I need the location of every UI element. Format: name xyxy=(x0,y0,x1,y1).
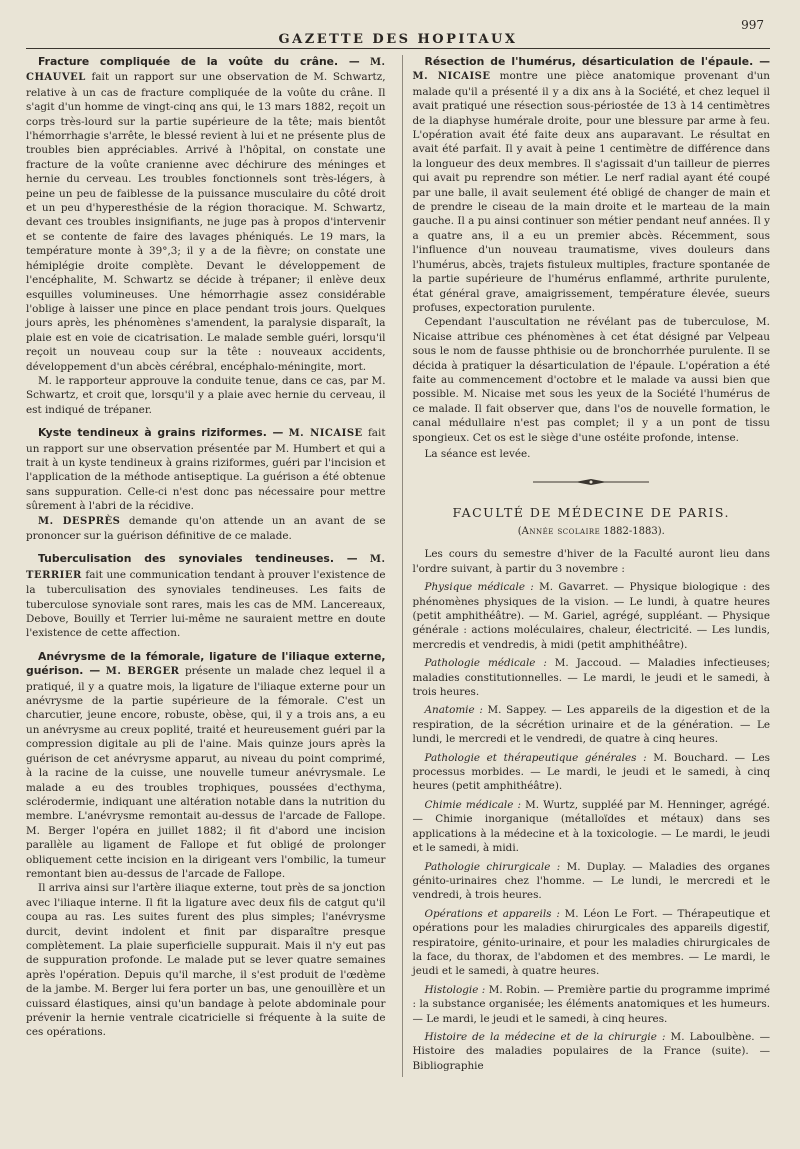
section-subtitle: (Année scolaire 1882-1883). xyxy=(517,526,665,538)
course-entry xyxy=(413,751,771,794)
course-entry xyxy=(413,703,771,746)
article-heading: Anévrysme de la fémorale, ligature de l'iliaque externe, guérison. — xyxy=(26,649,386,678)
section-title: FACULTÉ DE MÉDECINE DE PARIS. xyxy=(452,505,730,521)
course-details: M. Laboulbène. — Histoire des maladies populaires de la France (suite). — Bibliographie xyxy=(412,1030,770,1072)
article-heading: Tuberculisation des synoviales tendineuses. — xyxy=(38,552,358,566)
section-intro: Les cours du semestre d'hiver de la Faculté auront lieu dans l'ordre suivant, à partir du 3 novembre : xyxy=(412,548,770,575)
course-name: Histologie : xyxy=(424,983,486,996)
ornament-rule-icon xyxy=(531,477,651,487)
article-fracture xyxy=(26,55,386,417)
course-name: Pathologie et thérapeutique générales : xyxy=(424,751,647,764)
course-entry xyxy=(413,983,771,1026)
course-entry xyxy=(413,656,771,699)
article-kyste xyxy=(26,426,386,543)
article-tuberculisation xyxy=(26,552,386,640)
article-author: M. NICAISE xyxy=(288,428,363,440)
article-heading: Fracture compliquée de la voûte du crâne. — xyxy=(38,55,360,68)
course-name: Chimie médicale : xyxy=(424,798,521,811)
article-text: fait un rapport sur une observation de M. Schwartz, relative à un cas de fracture compliquée de la voûte du crâne. Il s'agit d'un homme de vingt-cinq ans qui, le 13 mars 1882, reçoit un corps très-lourd sur la partie supérieure de la tête; mais bientôt l'hémorrhagie s'arrête, le blessé revient à lui et ne présente plus de troubles bien appréciables. Arrivé à l'hôpital, on constate une fracture de la voûte cranienne avec déchirure des méninges et hernie du cerveau. Les troubles fonctionnels sont très-légers, à peine un peu de faiblesse de la puissance musculaire du côté droit et un peu d'hyperesthésie de la région thoracique. M. Schwartz, devant ces troubles insignifiants, ne juge pas à propos d'intervenir et se contente de faire des lavages phéniqués. Le 19 mars, la température monte à 39°,3; il y a de la fièvre; on constate une hémiplégie droite complète. Devant le développement de l'encéphalite, M. Schwartz se décide à trépaner; il enlève deux esquilles volumineuses. Une hémorrhagie assez considérable l'oblige à laisser une pince en place pendant trois jours. Quelques jours après, les phénomènes s'amendent, la paralysie disparaît, la plaie est en voie de cicatrisation. Le malade semble guéri, lorsqu'il reçoit un nouveau coup sur la tête : nouveaux accidents, développement d'un abcès cérébral, encéphalo-méningite, mort. xyxy=(26,71,386,373)
session-closing: La séance est levée. xyxy=(424,447,531,460)
course-details: M. Wurtz, suppléé par M. Henninger, agrégé. — Chimie inorganique (métalloïdes et métaux) dans ses applications à la médecine et à la toxicologie. — Le mardi, le jeudi et le samedi, à midi. xyxy=(412,798,770,855)
article-author: M. CHAUVEL xyxy=(26,57,386,84)
page-number: 997 xyxy=(741,18,764,32)
faculte-section xyxy=(413,505,771,1073)
course-name: Opérations et appareils : xyxy=(424,907,560,920)
course-details: M. Léon Le Fort. — Thérapeutique et opérations pour les maladies chirurgicales des appareils digestif, respiratoire, génito-urinaire, et pour les maladies chirurgicales de la face, du thorax, de l'abdomen et des membres. — Le mardi, le jeudi et le samedi, à quatre heures. xyxy=(412,907,770,978)
course-entry xyxy=(413,860,771,903)
article-anevrysme xyxy=(26,650,386,1040)
article-author: M. DESPRÈS xyxy=(38,515,121,527)
article-author: M. TERRIER xyxy=(26,554,386,581)
right-column xyxy=(402,55,771,1077)
article-text: fait un rapport sur une observation présentée par M. Humbert et qui a trait à un kyste tendineux à grains riziformes, guéri par l'incision et l'application de la méthode antiseptique. La guérison a été obtenue sans suppuration. Celle-ci n'est donc pas nécessaire pour mettre sûrement à l'abri de la récidive. xyxy=(26,427,386,513)
article-heading: Résection de l'humérus, désarticulation de l'épaule. — xyxy=(424,55,770,68)
course-details: M. Duplay. — Maladies des organes génito-urinaires chez l'homme. — Le lundi, le mercredi et le vendredi, à trois heures. xyxy=(412,860,770,902)
course-name: Anatomie : xyxy=(424,704,483,717)
course-details: M. Gavarret. — Physique biologique : des phénomènes physiques de la vision. — Le lundi, à quatre heures (petit amphithéâtre). — M. Gariel, agrégé, suppléant. — Physique générale : actions moléculaires, chaleur, électricité. — Les lundis, mercredis et vendredis, à midi (petit amphithéâtre). xyxy=(412,581,770,651)
course-entry xyxy=(413,798,771,856)
course-name: Histoire de la médecine et de la chirurgie : xyxy=(424,1030,666,1043)
course-details: M. Robin. — Première partie du programme imprimé : la substance organisée; les éléments anatomiques et les humeurs. — Le mardi, le jeudi et le samedi, à cinq heures. xyxy=(412,983,771,1025)
course-details: M. Jaccoud. — Maladies infectieuses; maladies constitutionnelles. — Le mardi, le jeudi et le samedi, à trois heures. xyxy=(412,657,770,699)
course-name: Pathologie chirurgicale : xyxy=(424,860,561,873)
course-details: M. Sappey. — Les appareils de la digestion et de la respiration, de la sécrétion urinaire et de la génération. — Le lundi, le mercredi et le vendredi, de quatre à cinq heures. xyxy=(412,704,771,746)
course-name: Pathologie médicale : xyxy=(424,657,547,670)
course-name: Physique médicale : xyxy=(424,581,534,594)
course-entry xyxy=(413,1030,771,1073)
article-text: fait une communication tendant à prouver l'existence de la tuberculisation des synoviales tendineuses. Les faits de tuberculose synoviale sont rares, mais les cas de MM. Lancereaux, Debove, Bouilly et Terrier lui-même ne sauraient mettre en doute l'existence de cette affection. xyxy=(26,568,386,640)
article-author: M. BERGER xyxy=(105,666,180,678)
article-text-continued: Il arriva ainsi sur l'artère iliaque externe, tout près de sa jonction avec l'iliaque interne. Il fit la ligature avec deux fils de catgut qu'il coupa au ras. Les suites furent des plus simples; l'anévrysme durcit, devint indolent et finit par disparaître presque complètement. La plaie superficielle suppurait. Mais il n'y eut pas de suppuration profonde. Le malade put se lever quatre semaines après l'opération. Depuis qu'il marche, il s'est produit de l'œdème de la jambe. M. Berger lui fera porter un bas, une genouillère et un cuissard élastiques, ainsi qu'un bandage à pelote abdominale pour prévenir la hernie ventrale cicatricielle si fréquente à la suite de ces opérations. xyxy=(26,882,386,1039)
page-header xyxy=(26,14,770,49)
article-heading: Kyste tendineux à grains riziformes. — xyxy=(38,426,284,440)
article-text: présente un malade chez lequel il a pratiqué, il y a quatre mois, la ligature de l'iliaque externe pour un anévrysme de la partie supérieure de la fémorale. C'est un charcutier, jeune encore, robuste, obèse, qui, il y a trois ans, a eu un anévrysme au creux poplité, traité et heureusement guéri par la compression digitale au pli de l'aine. Mais quinze jours après la guérison de cet anévrysme apparut, au niveau du point comprimé, à la racine de la cuisse, une nouvelle tumeur anévrysmale. Le malade a eu des troubles trophiques, poussées d'ecthyma, sclérodermie, indiquant une altération notable dans la nutrition du membre. L'anévrysme remontait au-dessus de l'arcade de Fallope. M. Berger l'opéra en juillet 1882; il fit d'abord une incision parallèle au ligament de Fallope et fut obligé de prolonger obliquement cette incision en la dirigeant vers l'ombilic, la tumeur remontant bien au-dessus de l'arcade de Fallope. xyxy=(26,665,386,880)
course-details: M. Bouchard. — Les processus morbides. — Le mardi, le jeudi et le samedi, à cinq heures (petit amphithéâtre). xyxy=(412,751,770,793)
article-text-continued: Cependant l'auscultation ne révélant pas de tuberculose, M. Nicaise attribue ces phénomènes à cet état désigné par Velpeau sous le nom de fausse phthisie ou de bronchorrhée purulente. Il se décida à pratiquer la désarticulation de l'épaule. L'opération a été faite au commencement d'octobre et le malade va aussi bien que possible. M. Nicaise met sous les yeux de la Société l'humérus de ce malade. Il fait observer que, dans l'os de nouvelle formation, le canal médullaire n'est pas complet; il y a un pont de tissu spongieux. Cet os est le siège d'une ostéite profonde, intense. xyxy=(412,316,770,444)
course-entry xyxy=(413,580,771,652)
article-author: M. NICAISE xyxy=(412,71,491,83)
course-entry xyxy=(413,907,771,979)
section-divider xyxy=(413,477,771,487)
article-text: montre une pièce anatomique provenant d'un malade qu'il a présenté il y a dix ans à la Société, et chez lequel il avait pratiqué une résection sous-périostée de 13 à 14 centimètres de la diaphyse humérale droite, pour une blessure par arme à feu. L'opération avait été faite deux ans auparavant. Le résultat en avait été parfait. Il y avait à peine 1 centimètre de différence dans la longueur des deux membres. Il s'agissait d'un tailleur de pierres qui avait pu reprendre son métier. Le nerf radial ayant été coupé par une balle, il avait seulement été obligé de changer de main et de prendre le ciseau de la main droite et le marteau de la main gauche. Il a pu ainsi continuer son métier pendant neuf années. Il y a quatre ans, il a eu un premier abcès. Récemment, sous l'influence d'un nouveau traumatisme, vives douleurs dans l'humérus, abcès, trajets fistuleux multiples, fracture spontanée de la partie supérieure de l'humérus enflammé, arthrite purulente, état général grave, amaigrissement, température élevée, sueurs profuses, expectoration purulente. xyxy=(412,70,770,314)
journal-title: GAZETTE DES HOPITAUX xyxy=(278,32,518,47)
left-column xyxy=(26,55,386,1077)
article-text-continued: demande qu'on attende un an avant de se prononcer sur la guérison définitive de ce malade. xyxy=(26,514,386,542)
article-text-continued: M. le rapporteur approuve la conduite tenue, dans ce cas, par M. Schwartz, et croit que, lorsqu'il y a plaie avec hernie du cerveau, il est indiqué de trépaner. xyxy=(26,374,386,416)
subtitle-smallcaps: Année scolaire xyxy=(521,526,601,538)
article-resection xyxy=(413,55,771,461)
